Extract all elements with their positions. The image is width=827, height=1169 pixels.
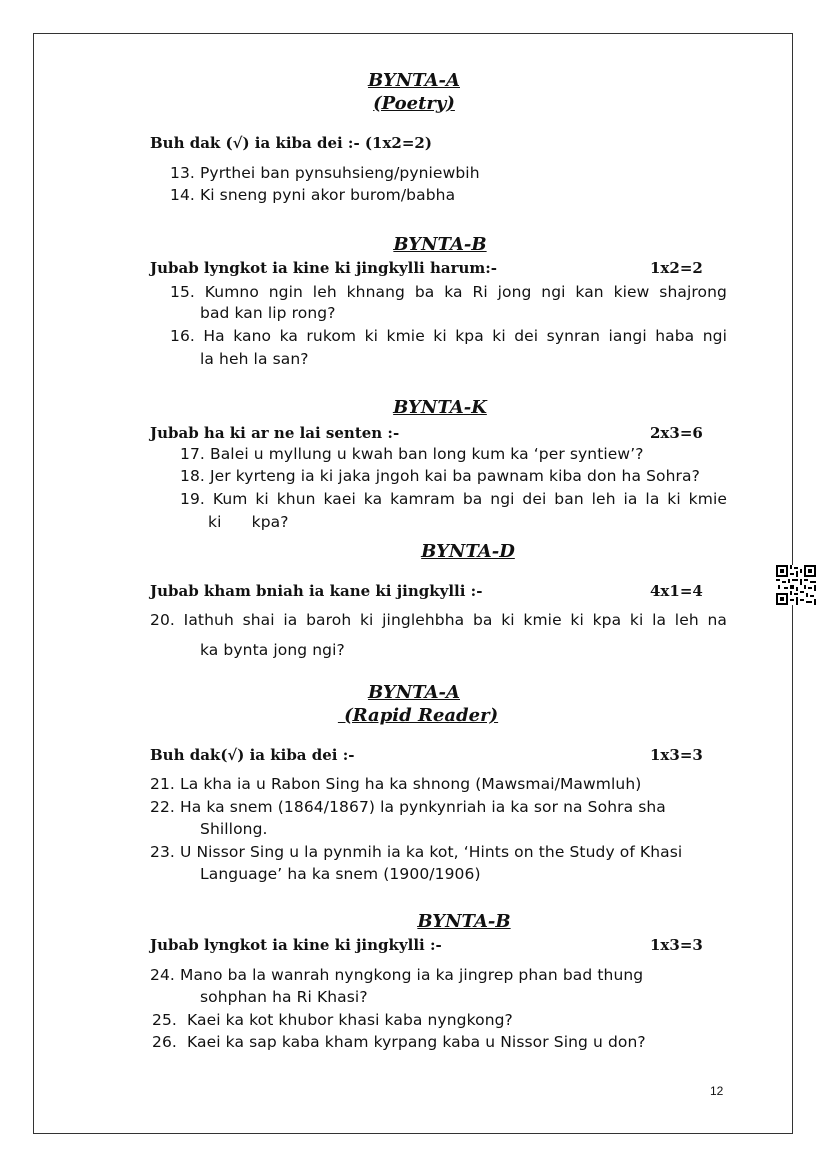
question-line: 14. Ki sneng pyni akor burom/babha (170, 186, 456, 204)
question-line: 19. Kum ki khun kaei ka kamram ba ngi dei ban leh ia la ki kmie (180, 490, 727, 508)
question-line: sohphan ha Ri Khasi? (200, 988, 368, 1006)
question-line: 24. Mano ba la wanrah nyngkong ia ka jingrep phan bad thung (150, 966, 644, 984)
section-marks: 2x3=6 (650, 424, 703, 442)
question-line: la heh la san? (200, 350, 309, 368)
section-instruction: Buh dak(√) ia kiba dei :- (150, 746, 355, 764)
question-line: 17. Balei u myllung u kwah ban long kum ka ‘per syntiew’? (180, 445, 644, 463)
section-subtitle: (Rapid Reader) (337, 705, 499, 726)
question-line: 21. La kha ia u Rabon Sing ha ka shnong (Mawsmai/Mawmluh) (150, 775, 642, 793)
section-subtitle: (Poetry) (373, 93, 455, 114)
question-line: ka bynta jong ngi? (200, 641, 345, 659)
page-number: 12 (710, 1084, 724, 1098)
question-line: 15. Kumno ngin leh khnang ba ka Ri jong ngi kan kiew shajrong (170, 283, 727, 301)
section-title: BYNTA-K (393, 397, 487, 418)
section-instruction: Jubab lyngkot ia kine ki jingkylli harum:- (150, 259, 498, 277)
section-marks: 1x2=2 (650, 259, 703, 277)
section-marks: 1x3=3 (650, 746, 703, 764)
question-line: 18. Jer kyrteng ia ki jaka jngoh kai ba pawnam kiba don ha Sohra? (180, 467, 700, 485)
question-line: 25. Kaei ka kot khubor khasi kaba nyngkong? (152, 1011, 513, 1029)
qr-code-icon (776, 565, 816, 605)
section-title: BYNTA-B (417, 911, 511, 932)
question-line: 23. U Nissor Sing u la pynmih ia ka kot, ‘Hints on the Study of Khasi (150, 843, 683, 861)
section-title: BYNTA-D (421, 541, 515, 562)
question-line: Language’ ha ka snem (1900/1906) (200, 865, 481, 883)
section-marks: 4x1=4 (650, 582, 703, 600)
section-title: BYNTA-A (367, 70, 460, 91)
section-instruction: Jubab kham bniah ia kane ki jingkylli :- (150, 582, 483, 600)
section-instruction: Buh dak (√) ia kiba dei :- (1x2=2) (150, 134, 432, 152)
section-marks: 1x3=3 (650, 936, 703, 954)
question-line: 26. Kaei ka sap kaba kham kyrpang kaba u Nissor Sing u don? (152, 1033, 646, 1051)
question-line: 20. Iathuh shai ia baroh ki jinglehbha ba ki kmie ki kpa ki la leh na (150, 611, 727, 629)
question-line: 13. Pyrthei ban pynsuhsieng/pyniewbih (170, 164, 480, 182)
section-instruction: Jubab ha ki ar ne lai senten :- (150, 424, 400, 442)
question-line: bad kan lip rong? (200, 304, 336, 322)
question-line: ki kpa? (208, 513, 289, 531)
question-line: 22. Ha ka snem (1864/1867) la pynkynriah ia ka sor na Sohra sha (150, 798, 666, 816)
question-line: Shillong. (200, 820, 268, 838)
section-title: BYNTA-A (367, 682, 460, 703)
section-title: BYNTA-B (393, 234, 487, 255)
question-line: 16. Ha kano ka rukom ki kmie ki kpa ki dei synran iangi haba ngi (170, 327, 727, 345)
section-instruction: Jubab lyngkot ia kine ki jingkylli :- (150, 936, 442, 954)
